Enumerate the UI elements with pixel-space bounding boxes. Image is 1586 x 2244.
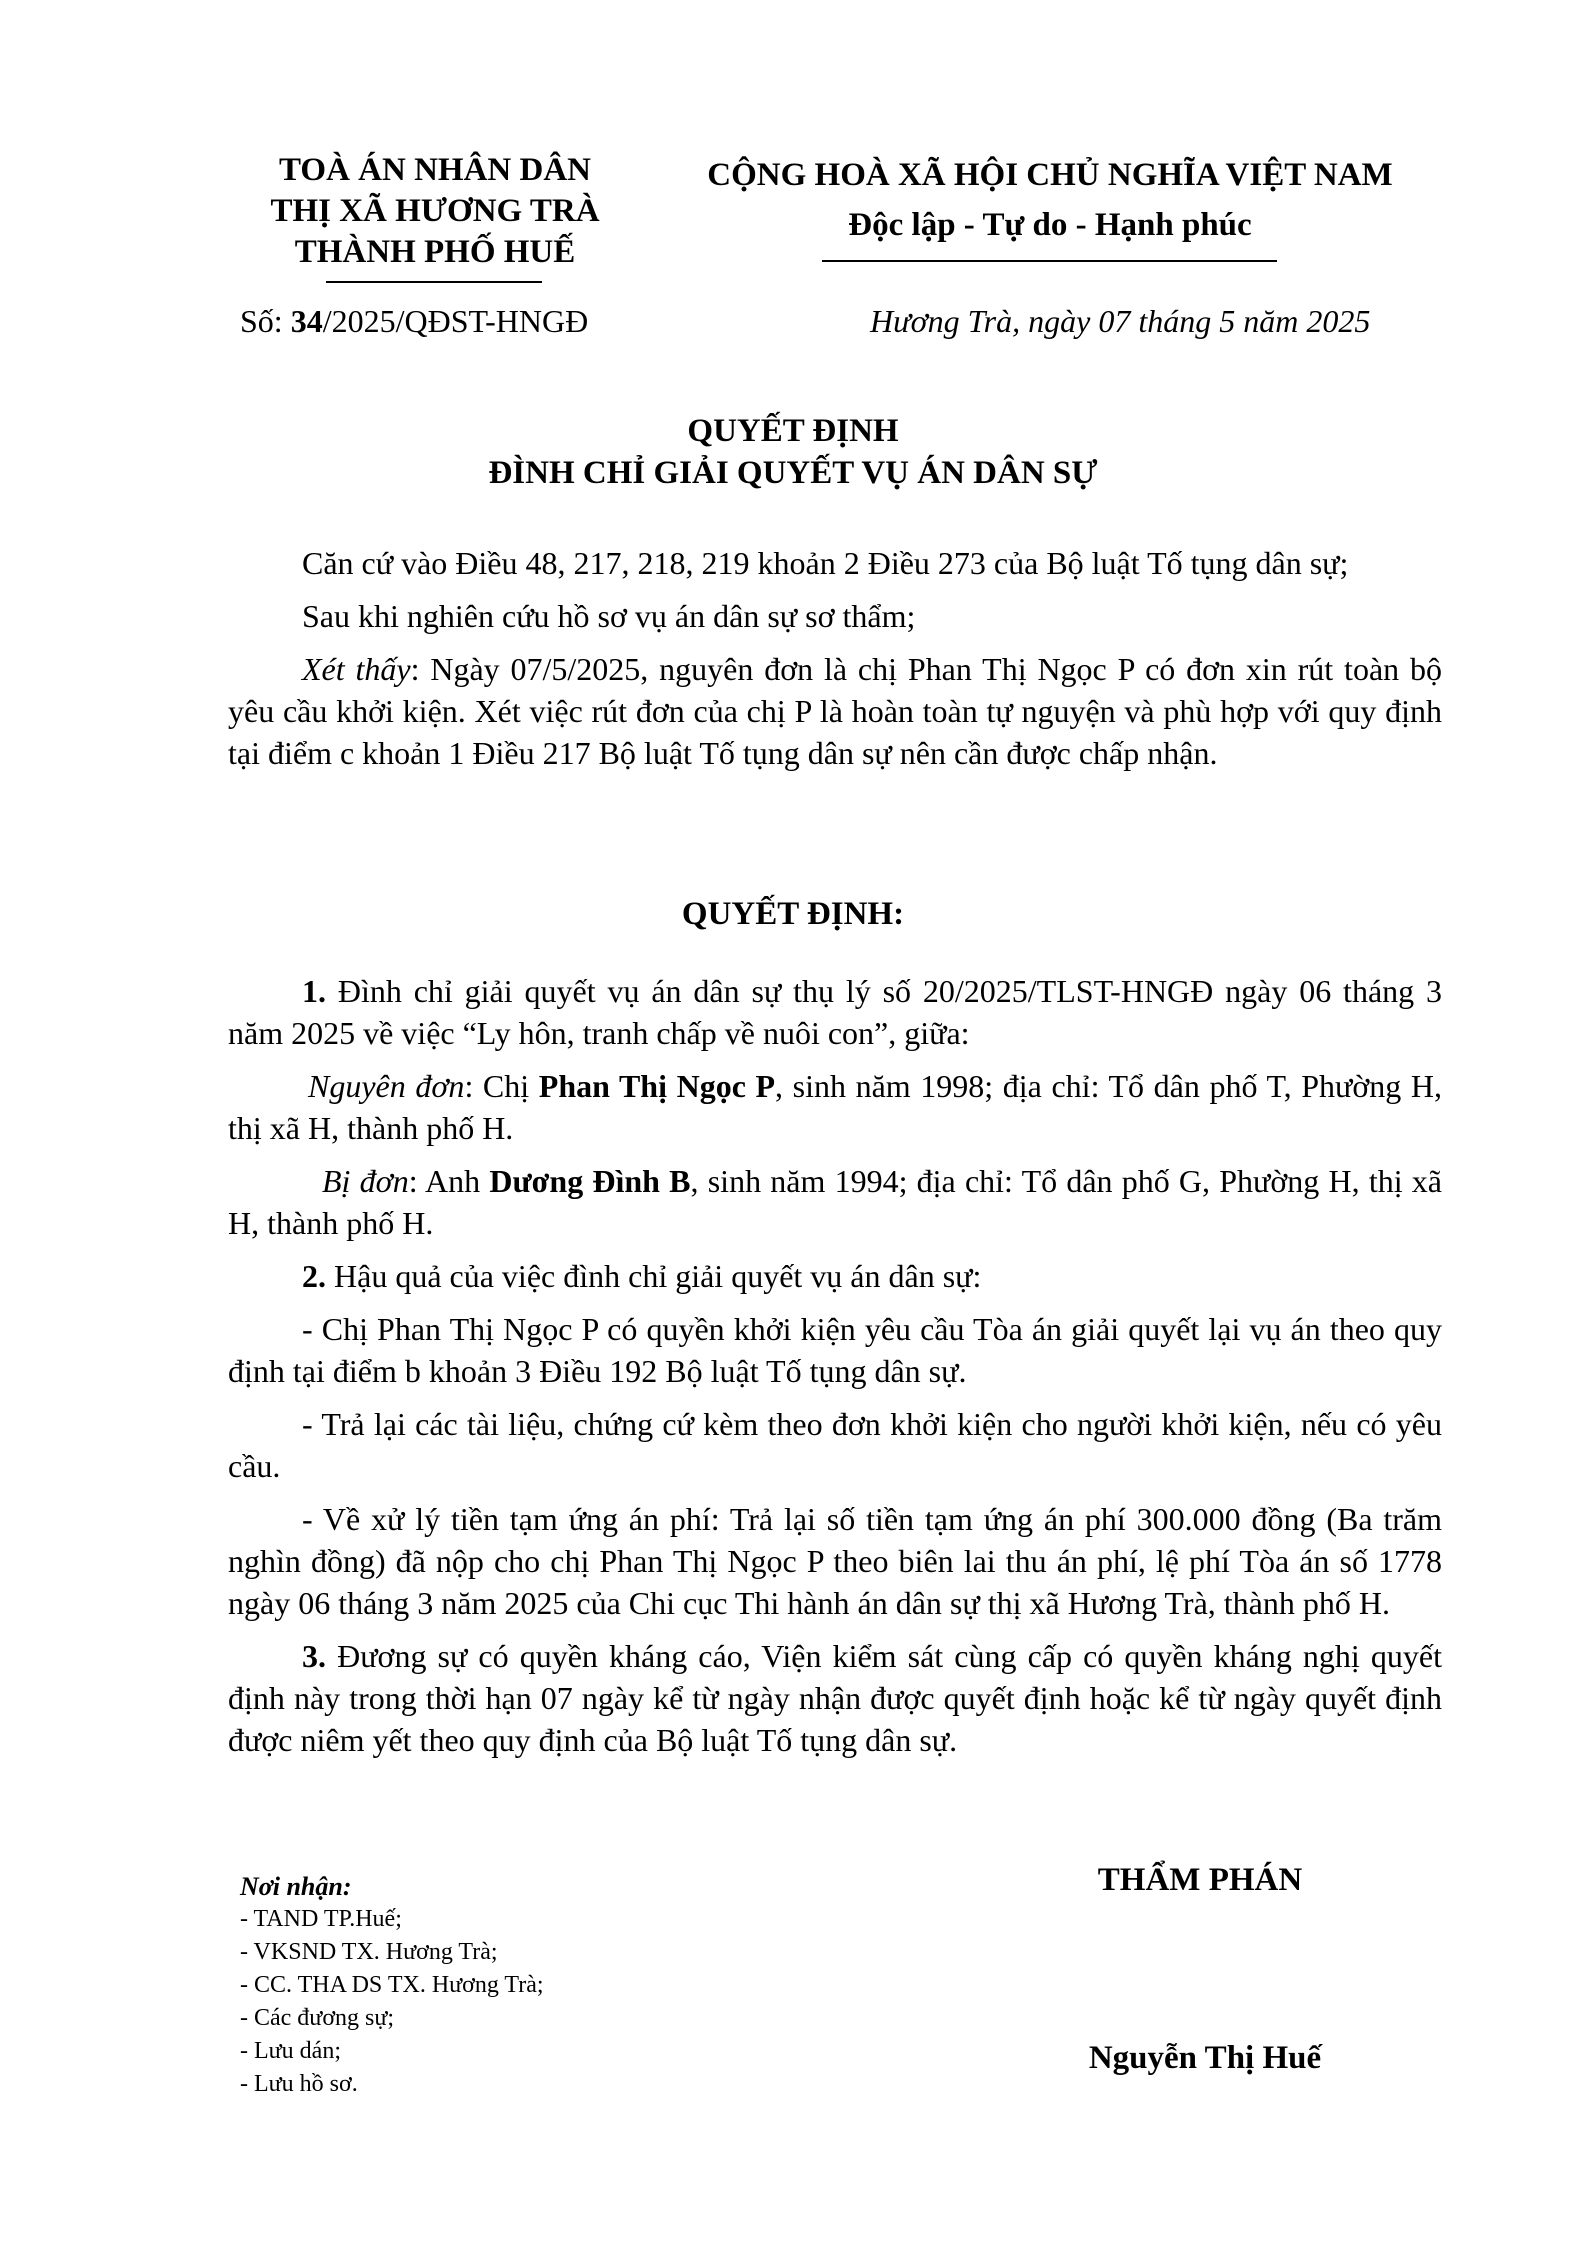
- recipient-item: - Lưu hồ sơ.: [240, 2071, 358, 2097]
- item-3-number: 3.: [302, 1638, 326, 1674]
- number-suffix: /2025/QĐST-HNGĐ: [322, 303, 589, 339]
- recipient-item: - Các đương sự;: [240, 2005, 395, 2031]
- court-underline: [326, 281, 542, 283]
- plaintiff-details: , sinh năm 1998; địa chỉ: Tổ dân phố T, Phường H, thị xã H, thành phố H.: [228, 1068, 1443, 1146]
- defendant-pre: : Anh: [408, 1163, 490, 1199]
- item-2-text: Hậu quả của việc đình chỉ giải quyết vụ án dân sự:: [326, 1258, 982, 1294]
- preamble-review: Sau khi nghiên cứu hồ sơ vụ án dân sự sơ thẩm;: [302, 598, 916, 634]
- recipient-item: - CC. THA DS TX. Hương Trà;: [240, 1972, 544, 1998]
- decision-item-2: [228, 1255, 1442, 1297]
- court-line-2: THỊ XÃ HƯƠNG TRÀ: [270, 193, 600, 229]
- number-value: 34: [290, 303, 323, 339]
- court-line-1: TOÀ ÁN NHÂN DÂN: [279, 152, 591, 188]
- recipients: [240, 1870, 544, 2101]
- doc-title: QUYẾT ĐỊNH: [687, 413, 899, 449]
- signer-name: Nguyễn Thị Huế: [1088, 2040, 1322, 2076]
- court-line-3: THÀNH PHỐ HUẾ: [294, 234, 576, 270]
- defendant-details: , sinh năm 1994; địa chỉ: Tổ dân phố G, Phường H, thị xã H, thành phố H.: [228, 1163, 1443, 1241]
- item-3-text: Đương sự có quyền kháng cáo, Viện kiểm sát cùng cấp có quyền kháng nghị quyết định này trong thời hạn 07 ngày kể từ ngày nhận được quyết định hoặc kể từ ngày quyết định được niêm yết theo quy định của Bộ luật Tố tụng dân sự.: [228, 1638, 1442, 1758]
- plaintiff: [228, 1065, 1442, 1149]
- national-motto: [660, 150, 1440, 250]
- item-1-number: 1.: [302, 973, 326, 1009]
- preamble: [228, 542, 1442, 774]
- document-number: [240, 301, 588, 341]
- recipients-label: Nơi nhận:: [240, 1872, 352, 1901]
- recipients-list: [240, 1903, 544, 2101]
- consequence-refile: - Chị Phan Thị Ngọc P có quyền khởi kiện yêu cầu Tòa án giải quyết lại vụ án theo quy định tại điểm b khoản 3 Điều 192 Bộ luật Tố tụng dân sự.: [228, 1311, 1442, 1389]
- court-name: [200, 150, 670, 273]
- recipient-item: - TAND TP.Huế;: [240, 1906, 402, 1932]
- plaintiff-name: Phan Thị Ngọc P: [538, 1068, 776, 1104]
- plaintiff-label: Nguyên đơn: [308, 1068, 465, 1104]
- consideration-label: Xét thấy: [302, 651, 411, 687]
- consideration-text: : Ngày 07/5/2025, nguyên đơn là chị Phan Thị Ngọc P có đơn xin rút toàn bộ yêu cầu khởi kiện. Xét việc rút đơn của chị P là hoàn toàn tự nguyện và phù hợp với quy định tại điểm c khoản 1 Điều 217 Bộ luật Tố tụng dân sự nên cần được chấp nhận.: [228, 651, 1443, 771]
- decision-item-3: [228, 1635, 1442, 1761]
- defendant-name: Dương Đình B: [489, 1163, 691, 1199]
- defendant-label: Bị đơn: [322, 1163, 409, 1199]
- decision-heading: QUYẾT ĐỊNH:: [681, 896, 905, 932]
- motto-underline: [822, 260, 1277, 262]
- nation-line-1: CỘNG HOÀ XÃ HỘI CHỦ NGHĨA VIỆT NAM: [707, 157, 1393, 193]
- item-2-number: 2.: [302, 1258, 326, 1294]
- place-date: Hương Trà, ngày 07 tháng 5 năm 2025: [870, 303, 1371, 339]
- item-1-text: Đình chỉ giải quyết vụ án dân sự thụ lý số 20/2025/TLST-HNGĐ ngày 06 tháng 3 năm 2025 về việc “Ly hôn, tranh chấp về nuôi con”, giữa:: [228, 973, 1442, 1051]
- preamble-basis: Căn cứ vào Điều 48, 217, 218, 219 khoản 2 Điều 273 của Bộ luật Tố tụng dân sự;: [302, 545, 1349, 581]
- number-prefix: Số:: [240, 303, 291, 339]
- defendant: [228, 1160, 1442, 1244]
- decision-item-1: [228, 970, 1442, 1054]
- consequence-return-docs: - Trả lại các tài liệu, chứng cứ kèm theo đơn khởi kiện cho người khởi kiện, nếu có yêu cầu.: [228, 1406, 1442, 1484]
- consequence-fee-refund: - Về xử lý tiền tạm ứng án phí: Trả lại số tiền tạm ứng án phí 300.000 đồng (Ba trăm nghìn đồng) đã nộp cho chị Phan Thị Ngọc P theo biên lai thu án phí, lệ phí Tòa án số 1778 ngày 06 tháng 3 năm 2025 của Chi cục Thi hành án dân sự thị xã Hương Trà, thành phố H.: [228, 1501, 1442, 1621]
- nation-line-2: Độc lập - Tự do - Hạnh phúc: [848, 207, 1252, 243]
- doc-subtitle: ĐÌNH CHỈ GIẢI QUYẾT VỤ ÁN DÂN SỰ: [488, 455, 1098, 491]
- recipient-item: - VKSND TX. Hương Trà;: [240, 1939, 498, 1965]
- recipient-item: - Lưu dán;: [240, 2038, 341, 2064]
- preamble-consideration: [228, 648, 1442, 774]
- signer-role: THẨM PHÁN: [1097, 1862, 1303, 1898]
- plaintiff-pre: : Chị: [464, 1068, 539, 1104]
- decision-body: [228, 970, 1442, 1761]
